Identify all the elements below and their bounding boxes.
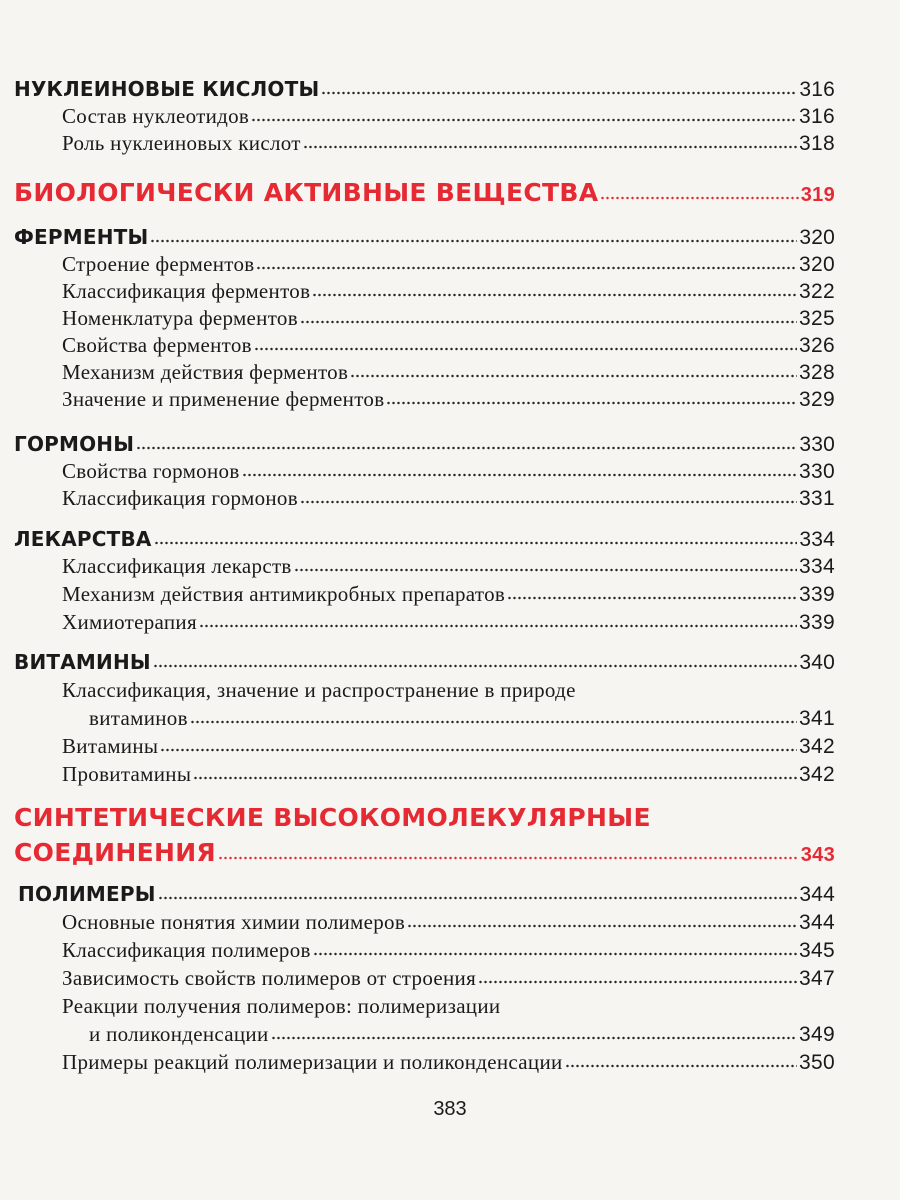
toc-entry-title: Классификация лекарств xyxy=(62,554,292,578)
toc-entry-page: 342 xyxy=(799,735,835,758)
toc-entry-title: Номенклатура ферментов xyxy=(62,306,298,330)
leader-dots xyxy=(300,500,797,504)
toc-entry-page: 316 xyxy=(799,78,835,101)
toc-entry-subsection[interactable] xyxy=(62,938,835,963)
toc-entry-subsection-continued[interactable] xyxy=(89,706,835,731)
leader-dots xyxy=(407,924,797,928)
leader-dots xyxy=(478,980,797,984)
toc-entry-subsection[interactable] xyxy=(62,360,835,385)
leader-dots xyxy=(303,145,797,149)
toc-entry-title: Значение и применение ферментов xyxy=(62,387,385,411)
toc-entry-page: 330 xyxy=(799,433,835,456)
toc-entry-title: НУКЛЕИНОВЫЕ КИСЛОТЫ xyxy=(14,77,320,101)
toc-entry-subsection[interactable] xyxy=(62,1050,835,1075)
toc-entry-title: Строение ферментов xyxy=(62,252,255,276)
leader-dots xyxy=(242,473,798,477)
leader-dots xyxy=(507,596,797,600)
leader-dots xyxy=(350,374,797,378)
toc-entry-subsection[interactable] xyxy=(62,306,835,331)
leader-dots xyxy=(565,1064,798,1068)
toc-entry-subsection[interactable] xyxy=(62,387,835,412)
leader-dots xyxy=(218,856,799,860)
toc-entry-title: Роль нуклеиновых кислот xyxy=(62,131,301,155)
toc-entry-title: Витамины xyxy=(62,734,159,758)
leader-dots xyxy=(300,320,797,324)
toc-entry-page: 341 xyxy=(799,707,835,730)
toc-entry-page: 343 xyxy=(800,844,835,866)
toc-entry-page: 334 xyxy=(799,528,835,551)
page-number: 383 xyxy=(433,1098,467,1120)
toc-entry-subsection[interactable] xyxy=(62,131,835,156)
toc-entry-title: Классификация ферментов xyxy=(62,279,311,303)
leader-dots xyxy=(321,91,797,95)
toc-entry-section[interactable] xyxy=(14,650,835,675)
toc-entry-section[interactable] xyxy=(14,432,835,457)
leader-dots xyxy=(158,896,798,900)
toc-entry-subsection[interactable] xyxy=(62,252,835,277)
leader-dots xyxy=(150,239,797,243)
toc-entry-section[interactable] xyxy=(14,77,835,102)
toc-entry-page: 322 xyxy=(799,280,835,303)
toc-entry-title: Классификация, значение и распространение в природе xyxy=(62,678,576,702)
toc-entry-title: и поликонденсации xyxy=(89,1022,269,1046)
toc-entry-subsection-line[interactable] xyxy=(62,678,835,703)
leader-dots xyxy=(160,748,797,752)
toc-entry-page: 349 xyxy=(799,1023,835,1046)
toc-entry-page: 328 xyxy=(799,361,835,384)
leader-dots xyxy=(256,266,797,270)
toc-entry-subsection[interactable] xyxy=(62,734,835,759)
toc-entry-title: ВИТАМИНЫ xyxy=(14,650,151,674)
toc-entry-page: 318 xyxy=(799,132,835,155)
toc-entry-page: 339 xyxy=(799,611,835,634)
toc-entry-page: 319 xyxy=(800,184,835,206)
leader-dots xyxy=(313,952,797,956)
toc-entry-page: 344 xyxy=(799,883,835,906)
leader-dots xyxy=(600,196,798,200)
toc-entry-subsection[interactable] xyxy=(62,333,835,358)
toc-entry-title: Механизм действия ферментов xyxy=(62,360,349,384)
toc-entry-title: Зависимость свойств полимеров от строения xyxy=(62,966,477,990)
toc-entry-chapter[interactable] xyxy=(14,838,835,867)
toc-entry-title: СОЕДИНЕНИЯ xyxy=(14,838,216,867)
toc-entry-title: Свойства ферментов xyxy=(62,333,252,357)
toc-entry-page: 339 xyxy=(799,583,835,606)
toc-entry-section[interactable] xyxy=(14,527,835,552)
leader-dots xyxy=(312,293,797,297)
leader-dots xyxy=(193,776,797,780)
toc-entry-title: БИОЛОГИЧЕСКИ АКТИВНЫЕ ВЕЩЕСТВА xyxy=(14,178,599,207)
toc-entry-section[interactable] xyxy=(14,225,835,250)
toc-entry-title: Реакции получения полимеров: полимеризации xyxy=(62,994,501,1018)
toc-entry-subsection[interactable] xyxy=(62,554,835,579)
toc-entry-title: ГОРМОНЫ xyxy=(14,432,135,456)
toc-entry-title: Классификация гормонов xyxy=(62,486,298,510)
leader-dots xyxy=(386,401,797,405)
toc-entry-page: 325 xyxy=(799,307,835,330)
toc-entry-page: 342 xyxy=(799,763,835,786)
leader-dots xyxy=(294,568,797,572)
toc-entry-page: 320 xyxy=(799,226,835,249)
toc-entry-subsection[interactable] xyxy=(62,104,835,129)
toc-entry-subsection[interactable] xyxy=(62,966,835,991)
leader-dots xyxy=(271,1036,798,1040)
leader-dots xyxy=(254,347,797,351)
toc-entry-subsection-line[interactable] xyxy=(62,994,835,1019)
toc-entry-page: 331 xyxy=(799,487,835,510)
leader-dots xyxy=(251,118,797,122)
toc-entry-title: ФЕРМЕНТЫ xyxy=(14,225,149,249)
toc-entry-title: ПОЛИМЕРЫ xyxy=(18,882,156,906)
toc-entry-page: 344 xyxy=(799,911,835,934)
toc-entry-title: Свойства гормонов xyxy=(62,459,240,483)
leader-dots xyxy=(154,541,798,545)
leader-dots xyxy=(153,664,798,668)
toc-entry-title: ЛЕКАРСТВА xyxy=(14,527,152,551)
toc-entry-page: 320 xyxy=(799,253,835,276)
toc-entry-page: 326 xyxy=(799,334,835,357)
toc-entry-title: Основные понятия химии полимеров xyxy=(62,910,406,934)
toc-entry-subsection[interactable] xyxy=(62,279,835,304)
toc-entry-page: 345 xyxy=(799,939,835,962)
toc-entry-subsection[interactable] xyxy=(62,762,835,787)
toc-entry-subsection-continued[interactable] xyxy=(89,1022,835,1047)
toc-entry-chapter[interactable] xyxy=(14,178,835,207)
toc-entry-title: Механизм действия антимикробных препаратов xyxy=(62,582,506,606)
toc-entry-page: 330 xyxy=(799,460,835,483)
toc-entry-title: Примеры реакций полимеризации и поликонденсации xyxy=(62,1050,563,1074)
toc-entry-title: Химиотерапия xyxy=(62,610,197,634)
toc-entry-subsection[interactable] xyxy=(62,459,835,484)
toc-entry-page: 350 xyxy=(799,1051,835,1074)
toc-entry-title: Состав нуклеотидов xyxy=(62,104,250,128)
leader-dots xyxy=(199,624,797,628)
toc-entry-page: 334 xyxy=(799,555,835,578)
toc-entry-page: 316 xyxy=(799,105,835,128)
toc-entry-page: 329 xyxy=(799,388,835,411)
leader-dots xyxy=(136,446,797,450)
toc-entry-title: Провитамины xyxy=(62,762,192,786)
toc-entry-section[interactable] xyxy=(18,882,835,907)
toc-entry-page: 340 xyxy=(799,651,835,674)
toc-entry-subsection[interactable] xyxy=(62,610,835,635)
toc-entry-title: Классификация полимеров xyxy=(62,938,311,962)
leader-dots xyxy=(190,720,797,724)
toc-entry-title: витаминов xyxy=(89,706,188,730)
toc-entry-subsection[interactable] xyxy=(62,582,835,607)
toc-entry-subsection[interactable] xyxy=(62,910,835,935)
toc-entry-page: 347 xyxy=(799,967,835,990)
toc-chapter-title-line[interactable]: СИНТЕТИЧЕСКИЕ ВЫСОКОМОЛЕКУЛЯРНЫЕ xyxy=(14,803,651,832)
toc-entry-subsection[interactable] xyxy=(62,486,835,511)
